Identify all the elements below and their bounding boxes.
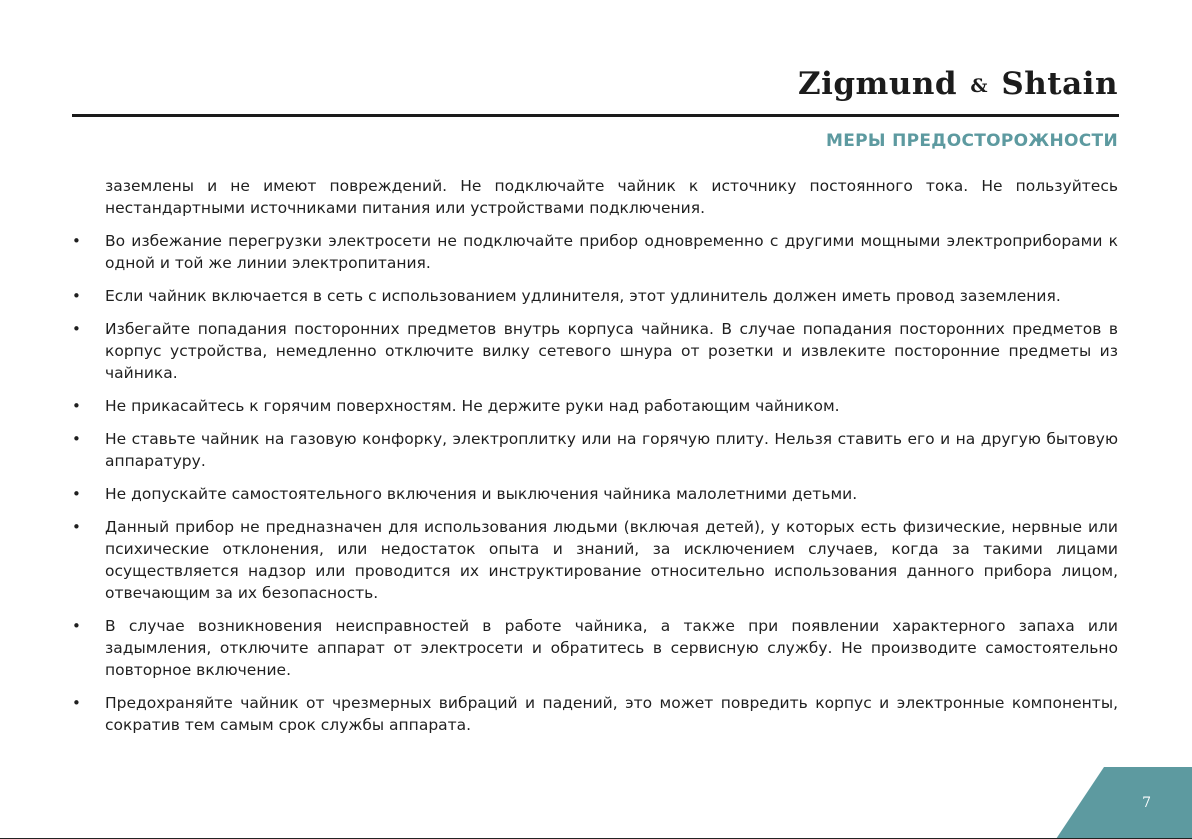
list-item-text: Не допускайте самостоятельного включения и выключения чайника малолетними детьми. (105, 485, 858, 503)
list-item-text: Данный прибор не предназначен для использования людьми (включая детей), у которых есть физические, нервные или психические отклонения, или недостаток опыта и знаний, за исключением случаев, когда за такими лицами осуществляется надзор или проводится их инструктирование относительно использования данного прибора лицом, отвечающим за их безопасность. (105, 518, 1118, 602)
list-item (72, 230, 1118, 274)
page-number: 7 (1142, 795, 1151, 811)
bullet-icon: • (72, 287, 81, 305)
corner-accent (1056, 767, 1192, 839)
header-rule (72, 114, 1119, 117)
list-item (72, 318, 1118, 384)
list-item-text: Избегайте попадания посторонних предметов внутрь корпуса чайника. В случае попадания посторонних предметов в корпус устройства, немедленно отключите вилку сетевого шнура от розетки и извлеките посторонние предметы из чайника. (105, 320, 1118, 382)
brand-name-left: Zigmund (797, 66, 958, 102)
section-title: МЕРЫ ПРЕДОСТОРОЖНОСТИ (826, 131, 1118, 151)
brand-logo (798, 66, 1118, 102)
list-item-text: В случае возникновения неисправностей в работе чайника, а также при появлении характерного запаха или задымления, отключите аппарат от электросети и обратитесь в сервисную службу. Не производите самостоятельно повторное включение. (105, 617, 1118, 679)
list-item (72, 692, 1118, 736)
bullet-icon: • (72, 485, 81, 503)
list-item-text: Не ставьте чайник на газовую конфорку, электроплитку или на горячую плиту. Нельзя ставить его и на другую бытовую аппаратуру. (105, 430, 1118, 470)
bullet-icon: • (72, 518, 81, 536)
bullet-icon: • (72, 430, 81, 448)
list-item (72, 516, 1118, 604)
brand-name-right: Shtain (1001, 66, 1118, 102)
list-item (72, 395, 1118, 417)
list-item (72, 615, 1118, 681)
brand-ampersand: & (970, 75, 989, 97)
list-item-text: Не прикасайтесь к горячим поверхностям. Не держите руки над работающим чайником. (105, 397, 840, 415)
list-item (72, 483, 1118, 505)
list-item (72, 285, 1118, 307)
content-body (72, 175, 1118, 736)
list-item-text: Предохраняйте чайник от чрезмерных вибраций и падений, это может повредить корпус и электронные компоненты, сократив тем самым срок службы аппарата. (105, 694, 1118, 734)
list-item-text: Если чайник включается в сеть с использованием удлинителя, этот удлинитель должен иметь провод заземления. (105, 287, 1061, 305)
list-item-text: Во избежание перегрузки электросети не подключайте прибор одновременно с другими мощными электроприборами к одной и той же линии электропитания. (105, 232, 1118, 272)
continuation-paragraph: заземлены и не имеют повреждений. Не подключайте чайник к источнику постоянного тока. Не пользуйтесь нестандартными источниками питания или устройствами подключения. (105, 177, 1118, 217)
list-item (72, 428, 1118, 472)
bullet-icon: • (72, 320, 81, 338)
bullet-icon: • (72, 694, 81, 712)
bullet-icon: • (72, 232, 81, 250)
bullet-icon: • (72, 397, 81, 415)
precautions-list (72, 230, 1118, 736)
bullet-icon: • (72, 617, 81, 635)
